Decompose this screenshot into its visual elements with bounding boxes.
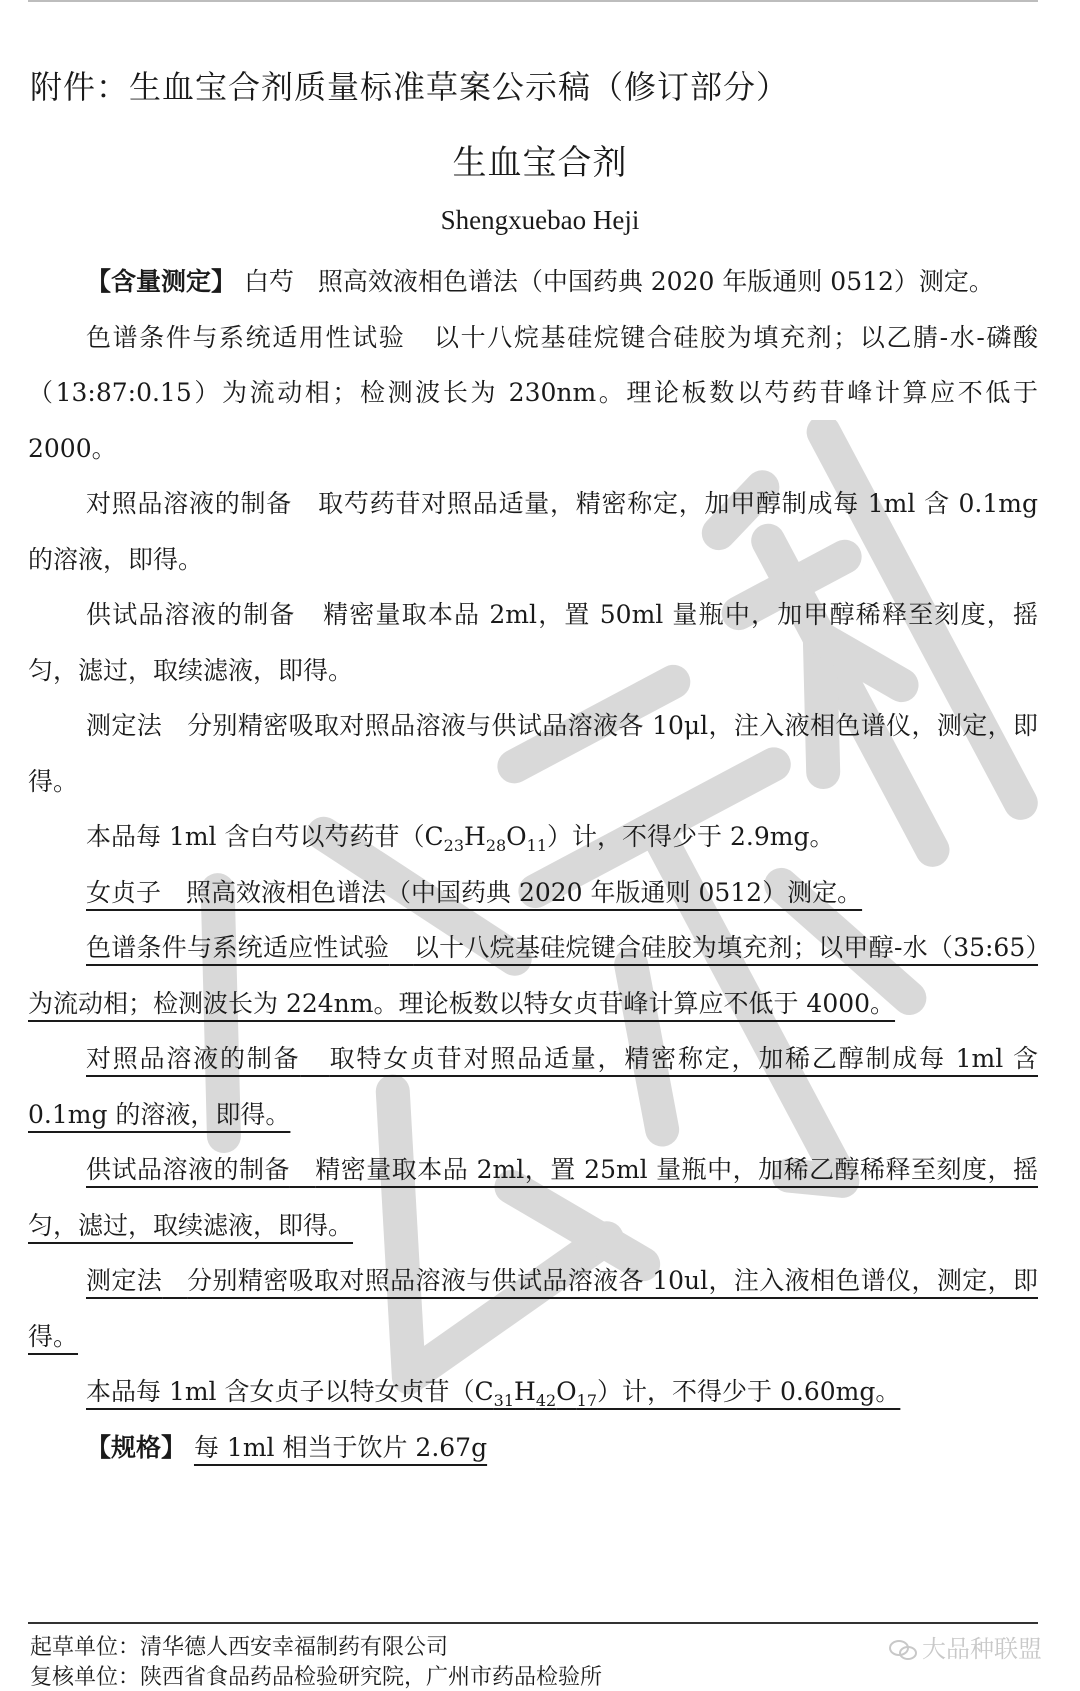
baishao-intro-text: 照高效液相色谱法（中国药典 2020 年版通则 0512）测定。 <box>317 267 994 296</box>
baishao-intro <box>28 254 1038 310</box>
baishao-method <box>28 698 1038 809</box>
attachment-title: 附件：生血宝合剂质量标准草案公示稿（修订部分） <box>30 68 790 106</box>
nvzhenzi-intro-text: 女贞子 照高效液相色谱法（中国药典 2020 年版通则 0512）测定。 <box>86 877 863 907</box>
nvzhenzi-sample-label: 供试品溶液的制备 <box>86 1155 290 1184</box>
nvzhenzi-sample-text: 精密量取本品 2ml，置 25ml 量瓶中，加稀乙醇稀释至刻度，摇匀，滤过，取续滤液，即得。 <box>28 1155 1038 1240</box>
drafter-unit: 起草单位：清华德人西安幸福制药有限公司 <box>30 1635 449 1660</box>
baishao-sample-text: 精密量取本品 2ml，置 50ml 量瓶中，加甲醇稀释至刻度，摇匀，滤过，取续滤液，即得。 <box>28 600 1039 685</box>
baishao-sample <box>28 587 1038 698</box>
baishao-name: 白芍 <box>243 267 294 296</box>
page-subtitle-pinyin: Shengxuebao Heji <box>440 205 640 235</box>
formula-subscript: 31 <box>493 1391 514 1410</box>
nvzhenzi-method-text: 分别精密吸取对照品溶液与供试品溶液各 10ul，注入液相色谱仪，测定，即得。 <box>28 1266 1038 1351</box>
brand-watermark <box>888 1629 1042 1664</box>
nvzhenzi-reference <box>28 1031 1038 1142</box>
nvzhenzi-method <box>28 1253 1038 1364</box>
assay-label: 【含量测定】 <box>86 267 237 296</box>
baishao-limit-text-end: ）计，不得少于 2.9mg。 <box>547 822 835 851</box>
formula-subscript: 17 <box>576 1391 598 1410</box>
formula-subscript: 42 <box>535 1391 557 1410</box>
nvzhenzi-limit <box>28 1364 1038 1420</box>
baishao-limit-text: 本品每 1ml 含白芍以芍药苷（C <box>86 822 444 851</box>
baishao-chromatography <box>28 310 1038 477</box>
nvzhenzi-intro <box>28 865 1038 921</box>
nvzhenzi-sample <box>28 1142 1038 1253</box>
baishao-method-label: 测定法 <box>86 711 163 740</box>
baishao-chromatography-text: 以十八烷基硅烷键合硅胶为填充剂；以乙腈-水-磷酸（13:87:0.15）为流动相；检测波长为 230nm。理论板数以芍药苷峰计算应不低于 2000。 <box>28 322 1038 463</box>
formula-element: O <box>506 822 527 851</box>
baishao-reference-text: 取芍药苷对照品适量，精密称定，加甲醇制成每 1ml 含 0.1mg 的溶液，即得。 <box>28 489 1038 574</box>
baishao-limit <box>28 809 1038 865</box>
formula-subscript: 11 <box>526 836 548 855</box>
nvzhenzi-reference-text: 取特女贞苷对照品适量，精密称定，加稀乙醇制成每 1ml 含 0.1mg 的溶液，即得。 <box>28 1044 1038 1129</box>
spec-text: 每 1ml 相当于饮片 2.67g <box>193 1432 488 1462</box>
footer-rule <box>28 1622 1038 1624</box>
formula-element: H <box>464 822 486 851</box>
nvzhenzi-limit-text: 本品每 1ml 含女贞子以特女贞苷（C <box>86 1377 494 1406</box>
assay-section <box>28 254 1038 1475</box>
nvzhenzi-method-label: 测定法 <box>86 1266 163 1295</box>
wechat-icon <box>888 1639 918 1661</box>
nvzhenzi-chromatography-text: 以十八烷基硅烷键合硅胶为填充剂；以甲醇-水（35:65）为流动相；检测波长为 224nm。理论板数以特女贞苷峰计算应不低于 4000。 <box>28 933 1039 1018</box>
nvzhenzi-chromatography-label: 色谱条件与系统适应性试验 <box>86 933 390 962</box>
baishao-method-text: 分别精密吸取对照品溶液与供试品溶液各 10μl，注入液相色谱仪，测定，即得。 <box>28 711 1038 796</box>
baishao-reference <box>28 476 1038 587</box>
page-title: 生血宝合剂 <box>452 143 628 183</box>
baishao-chromatography-label: 色谱条件与系统适用性试验 <box>86 322 406 352</box>
nvzhenzi-chromatography <box>28 920 1038 1031</box>
formula-element: H <box>514 1377 536 1406</box>
nvzhenzi-limit-text-end: ）计，不得少于 0.60mg。 <box>597 1377 901 1406</box>
brand-name: 大品种联盟 <box>922 1635 1042 1663</box>
formula-subscript: 23 <box>443 836 464 855</box>
specification <box>28 1420 1038 1476</box>
baishao-sample-label: 供试品溶液的制备 <box>86 600 296 629</box>
spec-label: 【规格】 <box>86 1432 187 1462</box>
baishao-reference-label: 对照品溶液的制备 <box>86 489 293 518</box>
formula-element: O <box>556 1377 577 1406</box>
top-rule <box>28 0 1038 2</box>
nvzhenzi-reference-label: 对照品溶液的制备 <box>86 1044 301 1073</box>
reviewer-unit: 复核单位：陕西省食品药品检验研究院，广州市药品检验所 <box>30 1665 603 1690</box>
formula-subscript: 28 <box>485 836 507 855</box>
